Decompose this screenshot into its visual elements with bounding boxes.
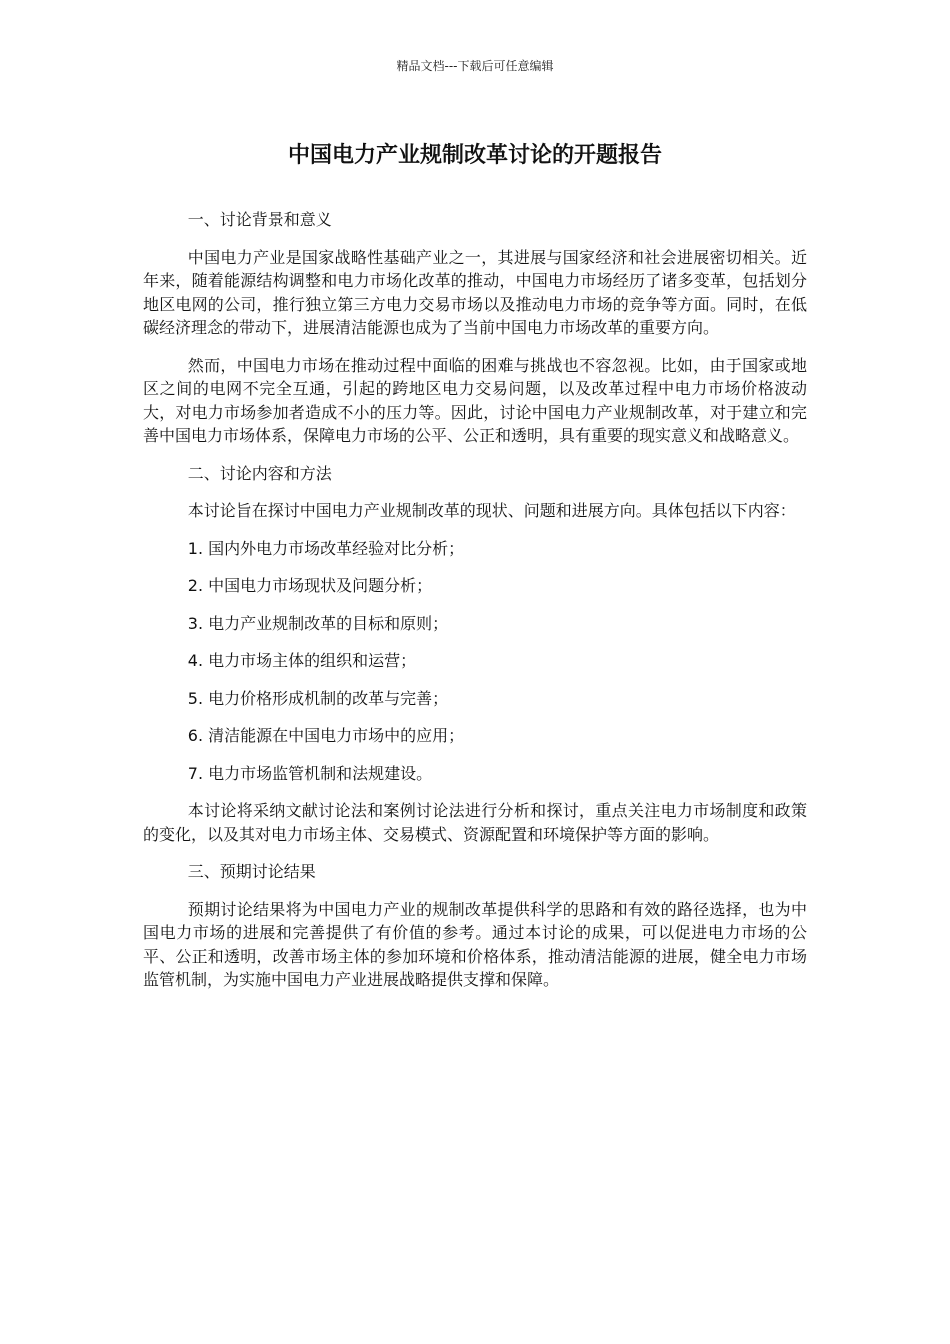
list-item: 7. 电力市场监管机制和法规建设。 <box>187 763 433 783</box>
list-item: 2. 中国电力市场现状及问题分析； <box>187 576 433 595</box>
list-item: 3. 电力产业规制改革的目标和原则； <box>187 613 449 633</box>
paragraph: 本讨论旨在探讨中国电力产业规制改革的现状、问题和进展方向。具体包括以下内容： <box>187 501 796 520</box>
header-note: 精品文档---下载后可任意编辑 <box>396 59 554 73</box>
section-heading-expected-results: 三、预期讨论结果 <box>187 862 316 881</box>
paragraph: 中国电力产业是国家战略性基础产业之一，其进展与国家经济和社会进展密切相关。近年来，随着能源结构调整和电力市场化改革的推动，中国电力市场经历了诸多变革，包括划分地区电网的公司，推行独立第三方电力交易市场以及推动电力市场的竞争等方面。同时，在低碳经济理念的带动下，进展清洁能源也成为了当前中国电力市场改革的重要方向。 <box>143 247 807 337</box>
paragraph: 然而，中国电力市场在推动过程中面临的困难与挑战也不容忽视。比如，由于国家或地区之间的电网不完全互通，引起的跨地区电力交易问题，以及改革过程中电力市场价格波动大，对电力市场参加者造成不小的压力等。因此，讨论中国电力产业规制改革，对于建立和完善中国电力市场体系，保障电力市场的公平、公正和透明，具有重要的现实意义和战略意义。 <box>143 355 807 445</box>
section-heading-background: 一、讨论背景和意义 <box>187 210 332 229</box>
paragraph: 预期讨论结果将为中国电力产业的规制改革提供科学的思路和有效的路径选择，也为中国电力市场的进展和完善提供了有价值的参考。通过本讨论的成果，可以促进电力市场的公平、公正和透明，改善市场主体的参加环境和价格体系，推动清洁能源的进展，健全电力市场监管机制，为实施中国电力产业进展战略提供支撑和保障。 <box>143 899 807 989</box>
section-heading-content-methods: 二、讨论内容和方法 <box>187 463 332 483</box>
list-item: 5. 电力价格形成机制的改革与完善； <box>187 688 449 708</box>
list-item: 1. 国内外电力市场改革经验对比分析； <box>187 538 465 558</box>
document-title: 中国电力产业规制改革讨论的开题报告 <box>287 143 662 168</box>
list-item: 4. 电力市场主体的组织和运营； <box>187 651 417 670</box>
list-item: 6. 清洁能源在中国电力市场中的应用； <box>187 726 465 745</box>
document-body <box>143 208 807 992</box>
paragraph: 本讨论将采纳文献讨论法和案例讨论法进行分析和探讨，重点关注电力市场制度和政策的变化，以及其对电力市场主体、交易模式、资源配置和环境保护等方面的影响。 <box>143 801 807 844</box>
